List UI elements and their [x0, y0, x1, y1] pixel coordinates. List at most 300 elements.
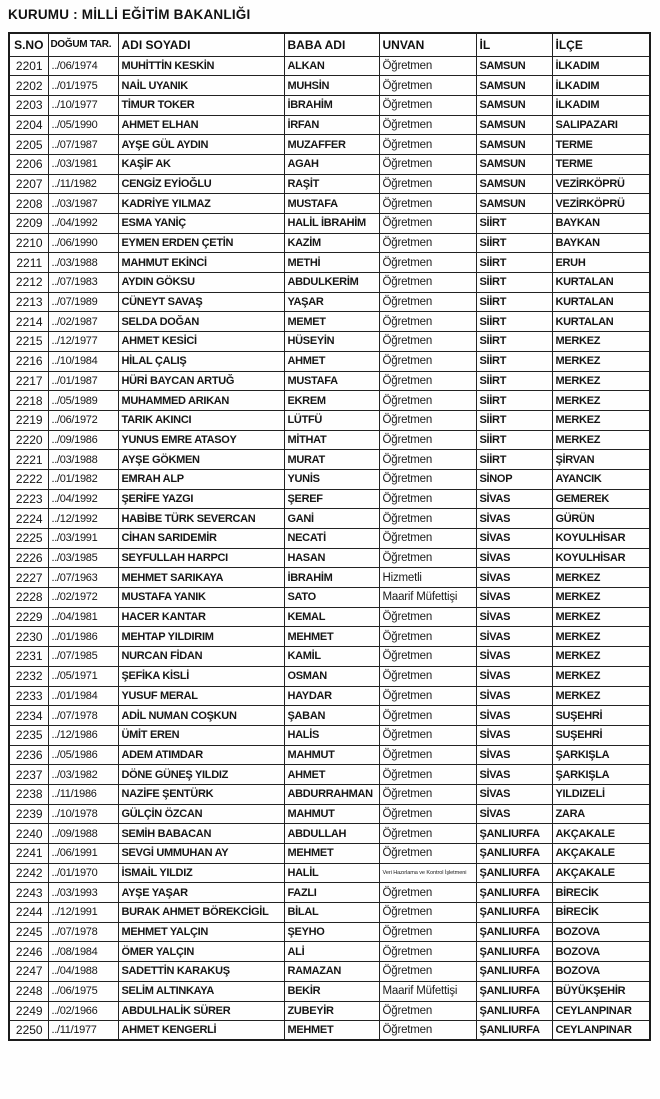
cell-province: SİİRT — [476, 371, 552, 391]
cell-father-name: ABDULKERİM — [284, 273, 379, 293]
cell-district: ŞARKIŞLA — [552, 745, 650, 765]
cell-district: AKÇAKALE — [552, 844, 650, 864]
cell-serial-no: 2220 — [9, 430, 48, 450]
cell-district: GEMEREK — [552, 489, 650, 509]
cell-full-name: MEHMET YALÇIN — [118, 922, 284, 942]
cell-full-name: ÜMİT EREN — [118, 725, 284, 745]
cell-birth-date: ../06/1974 — [48, 56, 118, 76]
cell-province: ŞANLIURFA — [476, 1001, 552, 1021]
table-row — [9, 588, 650, 608]
cell-birth-date: ../01/1970 — [48, 863, 118, 883]
cell-full-name: CİHAN SARIDEMİR — [118, 529, 284, 549]
table-row — [9, 194, 650, 214]
cell-birth-date: ../07/1989 — [48, 292, 118, 312]
cell-father-name: METHİ — [284, 253, 379, 273]
cell-full-name: MUSTAFA YANIK — [118, 588, 284, 608]
table-row — [9, 863, 650, 883]
cell-job-title: Öğretmen — [379, 666, 476, 686]
cell-birth-date: ../12/1991 — [48, 903, 118, 923]
cell-province: SİİRT — [476, 253, 552, 273]
cell-serial-no: 2246 — [9, 942, 48, 962]
cell-serial-no: 2203 — [9, 95, 48, 115]
cell-father-name: İBRAHİM — [284, 95, 379, 115]
cell-job-title: Öğretmen — [379, 784, 476, 804]
cell-father-name: MUSTAFA — [284, 194, 379, 214]
cell-job-title: Öğretmen — [379, 942, 476, 962]
cell-province: ŞANLIURFA — [476, 942, 552, 962]
cell-serial-no: 2227 — [9, 568, 48, 588]
cell-district: MERKEZ — [552, 666, 650, 686]
cell-birth-date: ../04/1992 — [48, 489, 118, 509]
cell-province: SİVAS — [476, 548, 552, 568]
cell-province: ŞANLIURFA — [476, 824, 552, 844]
cell-province: SAMSUN — [476, 115, 552, 135]
cell-province: SİVAS — [476, 529, 552, 549]
cell-job-title: Öğretmen — [379, 706, 476, 726]
cell-full-name: SEVGİ UMMUHAN AY — [118, 844, 284, 864]
cell-birth-date: ../03/1988 — [48, 450, 118, 470]
cell-serial-no: 2242 — [9, 863, 48, 883]
cell-full-name: AHMET KESİCİ — [118, 332, 284, 352]
cell-father-name: ALKAN — [284, 56, 379, 76]
cell-district: TERME — [552, 135, 650, 155]
table-row — [9, 430, 650, 450]
cell-serial-no: 2218 — [9, 391, 48, 411]
cell-district: MERKEZ — [552, 647, 650, 667]
cell-full-name: TİMUR TOKER — [118, 95, 284, 115]
cell-birth-date: ../04/1992 — [48, 214, 118, 234]
table-row — [9, 824, 650, 844]
cell-father-name: MURAT — [284, 450, 379, 470]
cell-full-name: SADETTİN KARAKUŞ — [118, 962, 284, 982]
cell-father-name: RAMAZAN — [284, 962, 379, 982]
cell-serial-no: 2230 — [9, 627, 48, 647]
cell-father-name: ABDURRAHMAN — [284, 784, 379, 804]
cell-job-title: Öğretmen — [379, 253, 476, 273]
cell-province: SİİRT — [476, 233, 552, 253]
cell-district: İLKADIM — [552, 76, 650, 96]
cell-job-title: Öğretmen — [379, 292, 476, 312]
cell-full-name: MAHMUT EKİNCİ — [118, 253, 284, 273]
cell-province: SİVAS — [476, 607, 552, 627]
cell-province: ŞANLIURFA — [476, 1021, 552, 1041]
cell-serial-no: 2223 — [9, 489, 48, 509]
cell-job-title: Öğretmen — [379, 430, 476, 450]
cell-province: SİİRT — [476, 391, 552, 411]
cell-birth-date: ../12/1992 — [48, 509, 118, 529]
cell-job-title: Öğretmen — [379, 410, 476, 430]
cell-full-name: KAŞİF AK — [118, 154, 284, 174]
cell-province: SİVAS — [476, 489, 552, 509]
cell-full-name: SELDA DOĞAN — [118, 312, 284, 332]
cell-birth-date: ../03/1988 — [48, 253, 118, 273]
cell-job-title: Öğretmen — [379, 233, 476, 253]
cell-province: ŞANLIURFA — [476, 883, 552, 903]
cell-province: SİİRT — [476, 332, 552, 352]
cell-district: VEZİRKÖPRÜ — [552, 194, 650, 214]
cell-district: BOZOVA — [552, 942, 650, 962]
cell-district: BÜYÜKŞEHİR — [552, 981, 650, 1001]
cell-job-title: Öğretmen — [379, 962, 476, 982]
cell-job-title: Öğretmen — [379, 95, 476, 115]
cell-serial-no: 2234 — [9, 706, 48, 726]
cell-serial-no: 2229 — [9, 607, 48, 627]
cell-full-name: AYDIN GÖKSU — [118, 273, 284, 293]
cell-serial-no: 2221 — [9, 450, 48, 470]
cell-father-name: MEHMET — [284, 1021, 379, 1041]
cell-job-title: Öğretmen — [379, 824, 476, 844]
cell-full-name: MEHMET SARIKAYA — [118, 568, 284, 588]
cell-serial-no: 2235 — [9, 725, 48, 745]
cell-job-title: Öğretmen — [379, 76, 476, 96]
cell-serial-no: 2212 — [9, 273, 48, 293]
cell-province: ŞANLIURFA — [476, 922, 552, 942]
table-row — [9, 332, 650, 352]
cell-full-name: CENGİZ EYİOĞLU — [118, 174, 284, 194]
table-row — [9, 1021, 650, 1041]
table-row — [9, 1001, 650, 1021]
cell-serial-no: 2211 — [9, 253, 48, 273]
table-row — [9, 154, 650, 174]
cell-full-name: YUSUF MERAL — [118, 686, 284, 706]
cell-job-title: Öğretmen — [379, 214, 476, 234]
cell-birth-date: ../05/1989 — [48, 391, 118, 411]
cell-district: CEYLANPINAR — [552, 1021, 650, 1041]
cell-serial-no: 2228 — [9, 588, 48, 608]
cell-province: SAMSUN — [476, 56, 552, 76]
cell-job-title: Öğretmen — [379, 194, 476, 214]
cell-full-name: YUNUS EMRE ATASOY — [118, 430, 284, 450]
cell-father-name: BEKİR — [284, 981, 379, 1001]
cell-province: SİİRT — [476, 214, 552, 234]
cell-full-name: MEHTAP YILDIRIM — [118, 627, 284, 647]
cell-district: CEYLANPINAR — [552, 1001, 650, 1021]
cell-birth-date: ../03/1993 — [48, 883, 118, 903]
cell-full-name: İSMAİL YILDIZ — [118, 863, 284, 883]
cell-full-name: SEMİH BABACAN — [118, 824, 284, 844]
cell-serial-no: 2249 — [9, 1001, 48, 1021]
table-row — [9, 627, 650, 647]
cell-district: AKÇAKALE — [552, 824, 650, 844]
table-row — [9, 292, 650, 312]
cell-birth-date: ../02/1966 — [48, 1001, 118, 1021]
cell-job-title: Hizmetli — [379, 568, 476, 588]
cell-province: SİİRT — [476, 273, 552, 293]
cell-father-name: HASAN — [284, 548, 379, 568]
cell-province: SAMSUN — [476, 95, 552, 115]
cell-father-name: LÜTFÜ — [284, 410, 379, 430]
cell-district: BİRECİK — [552, 883, 650, 903]
table-row — [9, 56, 650, 76]
cell-province: ŞANLIURFA — [476, 903, 552, 923]
cell-full-name: KADRİYE YILMAZ — [118, 194, 284, 214]
cell-birth-date: ../10/1984 — [48, 351, 118, 371]
cell-birth-date: ../07/1963 — [48, 568, 118, 588]
cell-birth-date: ../11/1986 — [48, 784, 118, 804]
cell-birth-date: ../06/1975 — [48, 981, 118, 1001]
cell-full-name: GÜLÇİN ÖZCAN — [118, 804, 284, 824]
cell-birth-date: ../01/1984 — [48, 686, 118, 706]
cell-job-title: Öğretmen — [379, 844, 476, 864]
cell-district: AYANCIK — [552, 469, 650, 489]
cell-district: BOZOVA — [552, 922, 650, 942]
cell-serial-no: 2208 — [9, 194, 48, 214]
cell-serial-no: 2206 — [9, 154, 48, 174]
cell-birth-date: ../05/1971 — [48, 666, 118, 686]
cell-province: SİVAS — [476, 509, 552, 529]
table-row — [9, 981, 650, 1001]
cell-serial-no: 2239 — [9, 804, 48, 824]
cell-job-title: Öğretmen — [379, 273, 476, 293]
cell-province: ŞANLIURFA — [476, 863, 552, 883]
cell-birth-date: ../12/1977 — [48, 332, 118, 352]
cell-job-title: Öğretmen — [379, 627, 476, 647]
cell-full-name: AYŞE GÖKMEN — [118, 450, 284, 470]
table-row — [9, 115, 650, 135]
cell-birth-date: ../10/1978 — [48, 804, 118, 824]
cell-serial-no: 2247 — [9, 962, 48, 982]
cell-district: TERME — [552, 154, 650, 174]
cell-full-name: ŞEFİKA KİSLİ — [118, 666, 284, 686]
cell-full-name: AHMET KENGERLİ — [118, 1021, 284, 1041]
cell-district: MERKEZ — [552, 430, 650, 450]
table-row — [9, 903, 650, 923]
cell-father-name: İRFAN — [284, 115, 379, 135]
cell-job-title: Öğretmen — [379, 548, 476, 568]
cell-district: BAYKAN — [552, 214, 650, 234]
cell-father-name: MUSTAFA — [284, 371, 379, 391]
cell-full-name: TARIK AKINCI — [118, 410, 284, 430]
table-row — [9, 135, 650, 155]
cell-serial-no: 2202 — [9, 76, 48, 96]
cell-serial-no: 2245 — [9, 922, 48, 942]
cell-district: BOZOVA — [552, 962, 650, 982]
cell-job-title: Öğretmen — [379, 1001, 476, 1021]
table-row — [9, 942, 650, 962]
table-row — [9, 351, 650, 371]
cell-serial-no: 2214 — [9, 312, 48, 332]
cell-province: SİİRT — [476, 312, 552, 332]
cell-birth-date: ../09/1988 — [48, 824, 118, 844]
cell-job-title: Öğretmen — [379, 115, 476, 135]
cell-job-title: Öğretmen — [379, 154, 476, 174]
cell-full-name: NAZİFE ŞENTÜRK — [118, 784, 284, 804]
cell-father-name: MUZAFFER — [284, 135, 379, 155]
cell-father-name: HALİL — [284, 863, 379, 883]
cell-full-name: ÖMER YALÇIN — [118, 942, 284, 962]
header-father-name: BABA ADI — [284, 33, 379, 56]
cell-birth-date: ../03/1981 — [48, 154, 118, 174]
cell-job-title: Öğretmen — [379, 312, 476, 332]
cell-district: MERKEZ — [552, 607, 650, 627]
cell-serial-no: 2213 — [9, 292, 48, 312]
cell-province: SİNOP — [476, 469, 552, 489]
table-row — [9, 489, 650, 509]
cell-serial-no: 2209 — [9, 214, 48, 234]
cell-birth-date: ../06/1972 — [48, 410, 118, 430]
cell-serial-no: 2224 — [9, 509, 48, 529]
cell-full-name: AHMET ELHAN — [118, 115, 284, 135]
cell-full-name: NAİL UYANIK — [118, 76, 284, 96]
cell-father-name: KAZİM — [284, 233, 379, 253]
cell-serial-no: 2217 — [9, 371, 48, 391]
cell-district: MERKEZ — [552, 568, 650, 588]
cell-job-title: Öğretmen — [379, 450, 476, 470]
table-row — [9, 95, 650, 115]
cell-job-title: Öğretmen — [379, 607, 476, 627]
cell-district: KOYULHİSAR — [552, 529, 650, 549]
cell-serial-no: 2225 — [9, 529, 48, 549]
cell-father-name: FAZLI — [284, 883, 379, 903]
cell-full-name: ABDULHALİK SÜRER — [118, 1001, 284, 1021]
cell-province: SİİRT — [476, 351, 552, 371]
document-title: KURUMU : MİLLİ EĞİTİM BAKANLIĞI — [8, 7, 251, 22]
cell-district: BAYKAN — [552, 233, 650, 253]
cell-job-title: Öğretmen — [379, 745, 476, 765]
cell-serial-no: 2233 — [9, 686, 48, 706]
cell-father-name: HALİS — [284, 725, 379, 745]
cell-serial-no: 2210 — [9, 233, 48, 253]
cell-serial-no: 2238 — [9, 784, 48, 804]
cell-district: GÜRÜN — [552, 509, 650, 529]
cell-father-name: YAŞAR — [284, 292, 379, 312]
cell-father-name: AHMET — [284, 351, 379, 371]
table-row — [9, 529, 650, 549]
cell-province: SİİRT — [476, 410, 552, 430]
cell-serial-no: 2250 — [9, 1021, 48, 1041]
cell-job-title: Öğretmen — [379, 765, 476, 785]
cell-district: ERUH — [552, 253, 650, 273]
cell-father-name: SATO — [284, 588, 379, 608]
cell-district: SUŞEHRİ — [552, 706, 650, 726]
cell-province: SAMSUN — [476, 194, 552, 214]
cell-father-name: ZUBEYİR — [284, 1001, 379, 1021]
cell-father-name: RAŞİT — [284, 174, 379, 194]
header-full-name: ADI SOYADI — [118, 33, 284, 56]
cell-birth-date: ../05/1986 — [48, 745, 118, 765]
cell-full-name: ADEM ATIMDAR — [118, 745, 284, 765]
cell-full-name: ŞERİFE YAZGI — [118, 489, 284, 509]
table-row — [9, 922, 650, 942]
cell-serial-no: 2215 — [9, 332, 48, 352]
cell-father-name: OSMAN — [284, 666, 379, 686]
cell-father-name: ALİ — [284, 942, 379, 962]
header-row — [9, 33, 650, 56]
cell-birth-date: ../07/1985 — [48, 647, 118, 667]
cell-full-name: HACER KANTAR — [118, 607, 284, 627]
cell-father-name: HÜSEYİN — [284, 332, 379, 352]
table-row — [9, 765, 650, 785]
header-province: İL — [476, 33, 552, 56]
cell-serial-no: 2232 — [9, 666, 48, 686]
header-birth-date: DOĞUM TAR. — [48, 33, 118, 56]
table-row — [9, 233, 650, 253]
cell-father-name: ABDULLAH — [284, 824, 379, 844]
cell-serial-no: 2236 — [9, 745, 48, 765]
table-row — [9, 391, 650, 411]
cell-district: KURTALAN — [552, 273, 650, 293]
cell-province: SİVAS — [476, 725, 552, 745]
cell-full-name: MUHAMMED ARIKAN — [118, 391, 284, 411]
cell-job-title: Öğretmen — [379, 174, 476, 194]
table-row — [9, 509, 650, 529]
cell-district: ŞARKIŞLA — [552, 765, 650, 785]
cell-full-name: CÜNEYT SAVAŞ — [118, 292, 284, 312]
cell-birth-date: ../11/1982 — [48, 174, 118, 194]
cell-full-name: ESMA YANİÇ — [118, 214, 284, 234]
cell-birth-date: ../11/1977 — [48, 1021, 118, 1041]
table-header — [9, 33, 650, 56]
cell-job-title: Öğretmen — [379, 509, 476, 529]
cell-birth-date: ../02/1972 — [48, 588, 118, 608]
cell-province: SİİRT — [476, 430, 552, 450]
table-row — [9, 214, 650, 234]
personnel-table — [8, 32, 651, 1041]
cell-job-title: Öğretmen — [379, 371, 476, 391]
cell-province: ŞANLIURFA — [476, 981, 552, 1001]
cell-job-title: Maarif Müfettişi — [379, 588, 476, 608]
cell-province: ŞANLIURFA — [476, 962, 552, 982]
cell-job-title: Öğretmen — [379, 56, 476, 76]
cell-father-name: BİLAL — [284, 903, 379, 923]
cell-father-name: KEMAL — [284, 607, 379, 627]
cell-father-name: MUHSİN — [284, 76, 379, 96]
cell-district: SALIPAZARI — [552, 115, 650, 135]
cell-job-title: Öğretmen — [379, 489, 476, 509]
cell-birth-date: ../07/1978 — [48, 706, 118, 726]
table-row — [9, 568, 650, 588]
cell-birth-date: ../01/1975 — [48, 76, 118, 96]
cell-father-name: MİTHAT — [284, 430, 379, 450]
cell-birth-date: ../03/1991 — [48, 529, 118, 549]
cell-birth-date: ../07/1978 — [48, 922, 118, 942]
cell-province: ŞANLIURFA — [476, 844, 552, 864]
header-district: İLÇE — [552, 33, 650, 56]
cell-province: SİVAS — [476, 745, 552, 765]
table-row — [9, 804, 650, 824]
cell-full-name: AYŞE YAŞAR — [118, 883, 284, 903]
cell-serial-no: 2241 — [9, 844, 48, 864]
header-serial-no: S.NO — [9, 33, 48, 56]
cell-father-name: KAMİL — [284, 647, 379, 667]
cell-father-name: ŞABAN — [284, 706, 379, 726]
cell-district: SUŞEHRİ — [552, 725, 650, 745]
cell-serial-no: 2244 — [9, 903, 48, 923]
cell-job-title: Öğretmen — [379, 883, 476, 903]
cell-serial-no: 2205 — [9, 135, 48, 155]
cell-birth-date: ../09/1986 — [48, 430, 118, 450]
cell-full-name: SELİM ALTINKAYA — [118, 981, 284, 1001]
table-row — [9, 174, 650, 194]
cell-birth-date: ../01/1987 — [48, 371, 118, 391]
table-row — [9, 883, 650, 903]
cell-full-name: BURAK AHMET BÖREKCİGİL — [118, 903, 284, 923]
cell-province: SİVAS — [476, 784, 552, 804]
cell-father-name: NECATİ — [284, 529, 379, 549]
table-row — [9, 666, 650, 686]
cell-father-name: YUNİS — [284, 469, 379, 489]
table-row — [9, 706, 650, 726]
cell-province: SİVAS — [476, 804, 552, 824]
cell-father-name: EKREM — [284, 391, 379, 411]
cell-district: MERKEZ — [552, 588, 650, 608]
cell-job-title: Öğretmen — [379, 647, 476, 667]
cell-full-name: HÜRİ BAYCAN ARTUĞ — [118, 371, 284, 391]
cell-district: MERKEZ — [552, 351, 650, 371]
cell-province: SİVAS — [476, 666, 552, 686]
table-row — [9, 76, 650, 96]
cell-full-name: MUHİTTİN KESKİN — [118, 56, 284, 76]
